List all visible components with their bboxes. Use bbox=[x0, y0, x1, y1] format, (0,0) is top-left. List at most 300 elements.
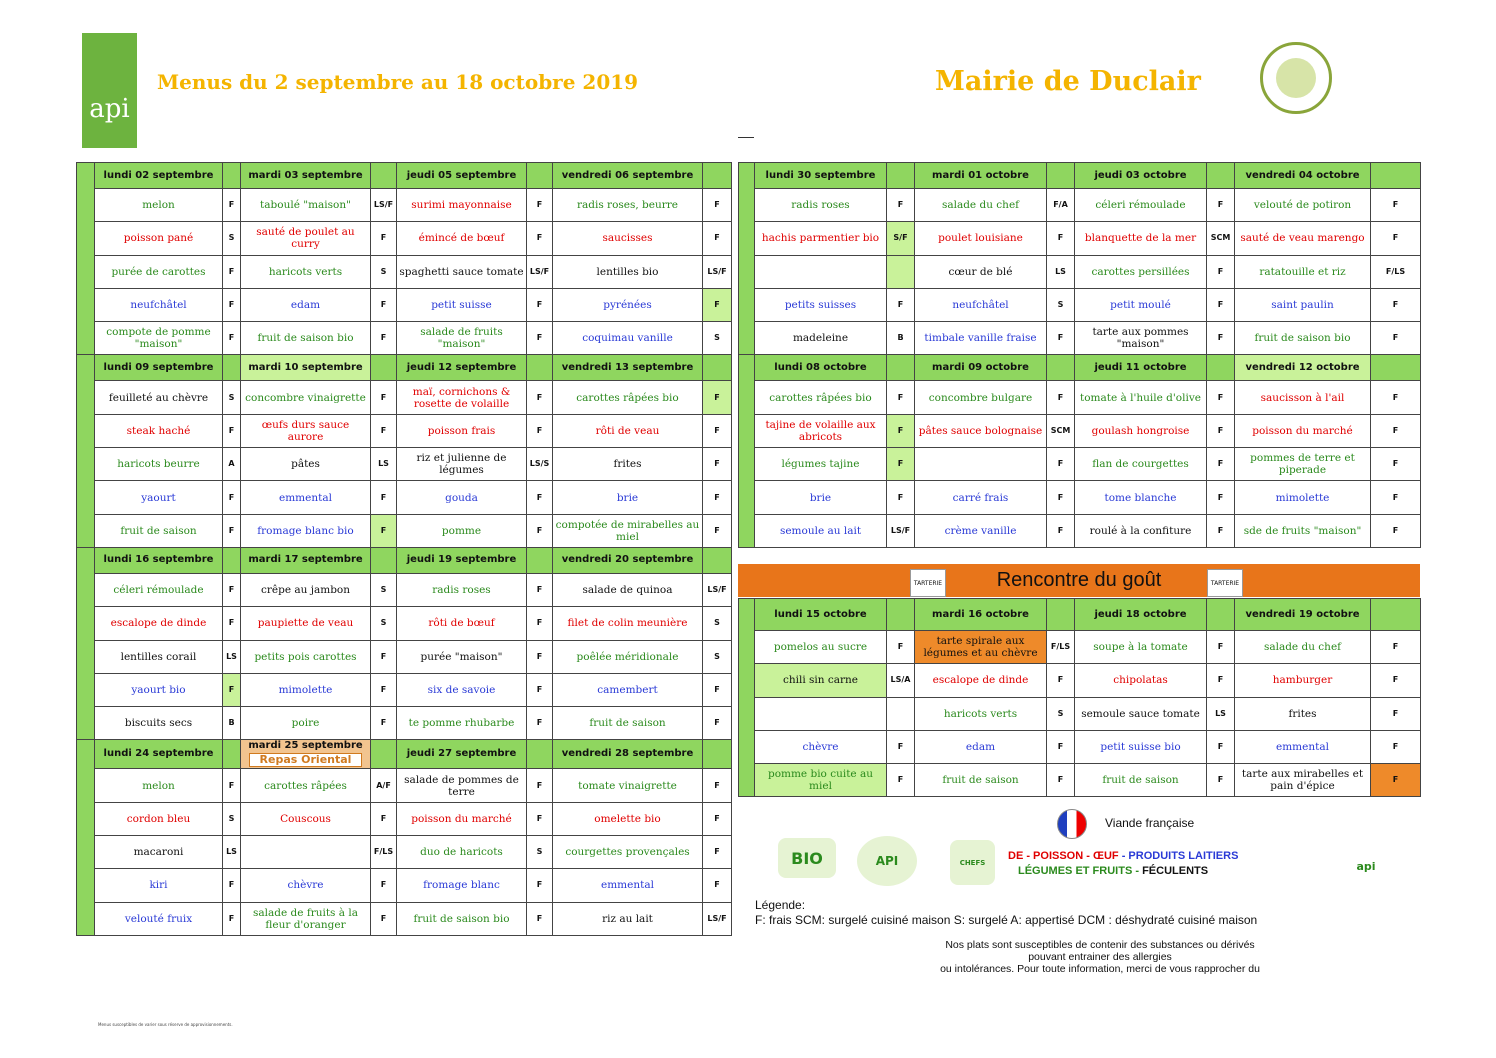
right-menu-table-top bbox=[738, 162, 1421, 548]
page-title: Menus du 2 septembre au 18 octobre 2019 bbox=[157, 70, 639, 94]
dish-code: F bbox=[371, 481, 397, 514]
dish-code: F bbox=[527, 869, 553, 902]
menu-row bbox=[77, 769, 732, 802]
dish-cell: salade de quinoa bbox=[553, 573, 703, 606]
dish-code: F bbox=[1207, 481, 1235, 514]
dish-cell: poire bbox=[241, 707, 371, 740]
dish-cell: carottes râpées bbox=[241, 769, 371, 802]
dish-code: F bbox=[223, 673, 241, 706]
dish-cell: tarte aux pommes "maison" bbox=[1075, 322, 1207, 355]
dish-code: F bbox=[887, 730, 915, 763]
dish-code: F bbox=[223, 902, 241, 935]
code-header bbox=[703, 547, 732, 573]
dish-code: F bbox=[1371, 514, 1421, 547]
dish-cell: fromage blanc bbox=[397, 869, 527, 902]
dish-cell: pâtes bbox=[241, 448, 371, 481]
mairie-title: Mairie de Duclair bbox=[935, 66, 1201, 97]
day-header: lundi 02 septembre bbox=[95, 163, 223, 189]
dish-code: F bbox=[223, 869, 241, 902]
legend-codes: F: frais SCM: surgelé cuisiné maison S: surgelé A: appertisé DCM : déshydraté cuisiné maison bbox=[755, 913, 1258, 927]
dish-code: F/A bbox=[1047, 189, 1075, 222]
dish-code: F bbox=[887, 288, 915, 321]
dish-code: F bbox=[527, 640, 553, 673]
dish-code: F bbox=[527, 189, 553, 222]
dish-cell: tarte spirale aux légumes et au chèvre bbox=[915, 631, 1047, 664]
dish-cell: camembert bbox=[553, 673, 703, 706]
menu-row bbox=[77, 673, 732, 706]
dish-cell: radis roses bbox=[397, 573, 527, 606]
dish-cell: compotée de mirabelles au miel bbox=[553, 514, 703, 547]
dish-code bbox=[887, 697, 915, 730]
dish-cell: œufs durs sauce aurore bbox=[241, 414, 371, 447]
dish-code: F bbox=[527, 381, 553, 414]
api-vegetarian-logo-icon: api bbox=[1335, 840, 1397, 892]
dish-code: S bbox=[223, 381, 241, 414]
dish-cell: roulé à la confiture bbox=[1075, 514, 1207, 547]
day-header: vendredi 19 octobre bbox=[1235, 599, 1371, 631]
menu-row bbox=[77, 707, 732, 740]
dish-code: F bbox=[1207, 189, 1235, 222]
dish-code: F bbox=[527, 322, 553, 355]
dish-code: F bbox=[527, 673, 553, 706]
dish-cell: chipolatas bbox=[1075, 664, 1207, 697]
day-header: mardi 16 octobre bbox=[915, 599, 1047, 631]
menu-row bbox=[739, 481, 1421, 514]
dish-code: F bbox=[527, 802, 553, 835]
week-side-band bbox=[77, 163, 95, 355]
dish-code: LS/F bbox=[703, 902, 732, 935]
dish-code: S bbox=[371, 255, 397, 288]
dish-cell: poisson du marché bbox=[397, 802, 527, 835]
dish-code: F bbox=[1207, 514, 1235, 547]
dish-cell: salade de pommes de terre bbox=[397, 769, 527, 802]
day-header: lundi 24 septembre bbox=[95, 740, 223, 769]
menu-row bbox=[739, 255, 1421, 288]
menu-row bbox=[739, 631, 1421, 664]
dish-cell: céleri rémoulade bbox=[1075, 189, 1207, 222]
dish-cell: radis roses bbox=[755, 189, 887, 222]
code-header bbox=[223, 547, 241, 573]
dish-code: F bbox=[371, 414, 397, 447]
dish-cell: tomate à l'huile d'olive bbox=[1075, 381, 1207, 414]
bio-logo-icon: BIO bbox=[778, 838, 836, 878]
dish-code: F bbox=[1207, 255, 1235, 288]
dish-cell: fruit de saison bio bbox=[241, 322, 371, 355]
legend-groups-1: DE - POISSON - ŒUF - PRODUITS LAITIERS bbox=[1008, 850, 1239, 862]
dish-code: SCM bbox=[1207, 222, 1235, 255]
dish-cell: goulash hongroise bbox=[1075, 414, 1207, 447]
dish-cell: fruit de saison bbox=[95, 514, 223, 547]
dish-code: F/LS bbox=[1371, 255, 1421, 288]
dish-cell: petits pois carottes bbox=[241, 640, 371, 673]
dish-code: F bbox=[1371, 414, 1421, 447]
dish-code: F bbox=[223, 481, 241, 514]
menu-row bbox=[77, 514, 732, 547]
menu-row bbox=[739, 322, 1421, 355]
dish-code: S bbox=[703, 607, 732, 640]
dish-code: F bbox=[527, 707, 553, 740]
dish-cell: chèvre bbox=[755, 730, 887, 763]
code-header bbox=[1047, 599, 1075, 631]
dish-cell: saint paulin bbox=[1235, 288, 1371, 321]
dish-code: F bbox=[703, 802, 732, 835]
dish-cell: macaroni bbox=[95, 836, 223, 869]
dish-code: LS/S bbox=[527, 448, 553, 481]
dish-code: F bbox=[1371, 664, 1421, 697]
dish-cell: riz et julienne de légumes bbox=[397, 448, 527, 481]
dish-cell: frites bbox=[553, 448, 703, 481]
dish-code: F bbox=[1047, 730, 1075, 763]
dish-code: F bbox=[887, 631, 915, 664]
dish-code: F bbox=[1047, 514, 1075, 547]
dish-code: F bbox=[371, 640, 397, 673]
dish-code: F bbox=[527, 573, 553, 606]
dish-code: LS bbox=[371, 448, 397, 481]
code-header bbox=[703, 355, 732, 381]
menu-row bbox=[739, 448, 1421, 481]
menu-row bbox=[739, 189, 1421, 222]
dish-cell: soupe à la tomate bbox=[1075, 631, 1207, 664]
dish-code: F bbox=[223, 322, 241, 355]
dish-cell: saucisses bbox=[553, 222, 703, 255]
dish-cell: blanquette de la mer bbox=[1075, 222, 1207, 255]
dish-cell: concombre bulgare bbox=[915, 381, 1047, 414]
dish-cell: cœur de blé bbox=[915, 255, 1047, 288]
dish-cell: neufchâtel bbox=[95, 288, 223, 321]
dish-cell: carottes râpées bio bbox=[755, 381, 887, 414]
dish-code: F bbox=[887, 764, 915, 797]
dish-cell: carottes râpées bio bbox=[553, 381, 703, 414]
dish-cell: emmental bbox=[1235, 730, 1371, 763]
dish-code: F bbox=[703, 222, 732, 255]
dish-code: F bbox=[1371, 631, 1421, 664]
tarterie-icon: TARTERIE bbox=[1207, 569, 1243, 597]
dish-code: F bbox=[703, 707, 732, 740]
day-header: jeudi 11 octobre bbox=[1075, 355, 1207, 381]
day-header: jeudi 03 octobre bbox=[1075, 163, 1207, 189]
menu-row bbox=[77, 836, 732, 869]
menu-row bbox=[77, 322, 732, 355]
dish-code: F bbox=[1371, 481, 1421, 514]
day-header: vendredi 20 septembre bbox=[553, 547, 703, 573]
dish-code: F bbox=[1207, 448, 1235, 481]
code-header bbox=[1047, 163, 1075, 189]
dish-cell: petit suisse bio bbox=[1075, 730, 1207, 763]
dish-cell: lentilles corail bbox=[95, 640, 223, 673]
week-side-band bbox=[77, 547, 95, 739]
dish-code: F bbox=[371, 222, 397, 255]
dish-code: F bbox=[1371, 189, 1421, 222]
dish-code: LS/A bbox=[887, 664, 915, 697]
day-header: lundi 09 septembre bbox=[95, 355, 223, 381]
dish-code: F bbox=[887, 381, 915, 414]
code-header bbox=[703, 740, 732, 769]
day-header: jeudi 05 septembre bbox=[397, 163, 527, 189]
dish-code: F bbox=[1371, 288, 1421, 321]
menu-row bbox=[77, 381, 732, 414]
dish-code: S/F bbox=[887, 222, 915, 255]
dish-cell: tajine de volaille aux abricots bbox=[755, 414, 887, 447]
menu-row bbox=[739, 222, 1421, 255]
dish-code: F bbox=[703, 288, 732, 321]
dish-code: S bbox=[527, 836, 553, 869]
menu-row bbox=[739, 514, 1421, 547]
dish-code: LS/F bbox=[371, 189, 397, 222]
dish-code: F bbox=[371, 381, 397, 414]
dish-code: F bbox=[1371, 322, 1421, 355]
dish-cell: fruit de saison bio bbox=[1235, 322, 1371, 355]
dish-code: F bbox=[527, 222, 553, 255]
dish-code: LS/F bbox=[887, 514, 915, 547]
dish-cell: pomme bbox=[397, 514, 527, 547]
dish-cell: escalope de dinde bbox=[915, 664, 1047, 697]
dish-cell: crêpe au jambon bbox=[241, 573, 371, 606]
dish-cell: concombre vinaigrette bbox=[241, 381, 371, 414]
code-header bbox=[371, 355, 397, 381]
dish-cell: émincé de bœuf bbox=[397, 222, 527, 255]
code-header bbox=[223, 355, 241, 381]
dish-cell: fruit de saison bbox=[915, 764, 1047, 797]
dish-cell: fruit de saison bbox=[1075, 764, 1207, 797]
dish-code: F bbox=[371, 707, 397, 740]
menu-row bbox=[77, 573, 732, 606]
dish-cell: fruit de saison bbox=[553, 707, 703, 740]
dish-code: F bbox=[1207, 381, 1235, 414]
code-header bbox=[527, 547, 553, 573]
dish-code: F bbox=[371, 322, 397, 355]
dish-code: F bbox=[371, 902, 397, 935]
dish-cell: velouté fruix bbox=[95, 902, 223, 935]
dish-cell bbox=[755, 697, 887, 730]
dish-cell: frites bbox=[1235, 697, 1371, 730]
dish-cell: tome blanche bbox=[1075, 481, 1207, 514]
week-side-band bbox=[739, 355, 755, 547]
day-header: jeudi 18 octobre bbox=[1075, 599, 1207, 631]
dish-code: F bbox=[887, 189, 915, 222]
dish-cell: filet de colin meunière bbox=[553, 607, 703, 640]
dish-code: F bbox=[223, 288, 241, 321]
legend-title: Légende: bbox=[755, 898, 806, 912]
dish-code: F bbox=[1047, 448, 1075, 481]
dish-cell: cordon bleu bbox=[95, 802, 223, 835]
code-header bbox=[1371, 355, 1421, 381]
divider bbox=[738, 137, 754, 138]
code-header bbox=[1047, 355, 1075, 381]
dish-code: S bbox=[223, 222, 241, 255]
dish-code: F bbox=[1371, 222, 1421, 255]
dish-code: F bbox=[1207, 322, 1235, 355]
dish-cell: poisson frais bbox=[397, 414, 527, 447]
dish-code: F bbox=[1207, 730, 1235, 763]
menu-row bbox=[77, 802, 732, 835]
dish-cell: haricots beurre bbox=[95, 448, 223, 481]
dish-cell: ratatouille et riz bbox=[1235, 255, 1371, 288]
tarterie-icon: TARTERIE bbox=[910, 569, 946, 597]
dish-cell: riz au lait bbox=[553, 902, 703, 935]
dish-code: F bbox=[703, 769, 732, 802]
dish-cell: pyrénées bbox=[553, 288, 703, 321]
dish-cell: radis roses, beurre bbox=[553, 189, 703, 222]
menu-row bbox=[739, 664, 1421, 697]
dish-code: F bbox=[527, 514, 553, 547]
dish-code: S bbox=[703, 322, 732, 355]
legend-groups-2: LÉGUMES ET FRUITS - FÉCULENTS bbox=[1018, 865, 1209, 877]
dish-cell bbox=[241, 836, 371, 869]
dish-code: F bbox=[703, 514, 732, 547]
menu-row bbox=[739, 764, 1421, 797]
dish-cell: sauté de veau marengo bbox=[1235, 222, 1371, 255]
menu-row bbox=[77, 640, 732, 673]
dish-code: F bbox=[1207, 631, 1235, 664]
menu-row bbox=[77, 288, 732, 321]
dish-cell bbox=[755, 255, 887, 288]
dish-code: F bbox=[1047, 322, 1075, 355]
day-header: vendredi 04 octobre bbox=[1235, 163, 1371, 189]
dish-code: F bbox=[371, 802, 397, 835]
dish-cell: edam bbox=[241, 288, 371, 321]
dish-cell: poulet louisiane bbox=[915, 222, 1047, 255]
dish-cell: tomate vinaigrette bbox=[553, 769, 703, 802]
dish-cell: yaourt bio bbox=[95, 673, 223, 706]
dish-cell: saucisson à l'ail bbox=[1235, 381, 1371, 414]
day-header: jeudi 12 septembre bbox=[397, 355, 527, 381]
dish-cell: salade de fruits "maison" bbox=[397, 322, 527, 355]
dish-cell: crème vanille bbox=[915, 514, 1047, 547]
dish-cell: sauté de poulet au curry bbox=[241, 222, 371, 255]
dish-code: F bbox=[703, 481, 732, 514]
dish-code: F bbox=[371, 514, 397, 547]
dish-code: F bbox=[703, 869, 732, 902]
dish-code: LS bbox=[1047, 255, 1075, 288]
dish-cell: salade du chef bbox=[1235, 631, 1371, 664]
menu-row bbox=[739, 730, 1421, 763]
dish-cell: edam bbox=[915, 730, 1047, 763]
dish-code: LS bbox=[223, 836, 241, 869]
dish-code: F bbox=[887, 481, 915, 514]
dish-code: S bbox=[371, 607, 397, 640]
dish-code: F bbox=[1047, 664, 1075, 697]
day-header: mardi 17 septembre bbox=[241, 547, 371, 573]
dish-cell: emmental bbox=[241, 481, 371, 514]
dish-cell: salade du chef bbox=[915, 189, 1047, 222]
dish-code: S bbox=[1047, 697, 1075, 730]
dish-cell: Couscous bbox=[241, 802, 371, 835]
day-header: vendredi 12 octobre bbox=[1235, 355, 1371, 381]
dish-cell: pomme bio cuite au miel bbox=[755, 764, 887, 797]
menu-row bbox=[77, 255, 732, 288]
menu-row bbox=[77, 414, 732, 447]
dish-cell: semoule au lait bbox=[755, 514, 887, 547]
dish-code: F bbox=[1047, 481, 1075, 514]
dish-code: F bbox=[1371, 697, 1421, 730]
dish-code bbox=[887, 255, 915, 288]
dish-code: B bbox=[223, 707, 241, 740]
api-logo: api bbox=[82, 33, 137, 148]
cuisine-chefs-logo-icon: CHEFS bbox=[950, 840, 995, 885]
repas-oriental-label: Repas Oriental bbox=[249, 753, 362, 767]
dish-code: F/LS bbox=[371, 836, 397, 869]
dish-code: F bbox=[703, 448, 732, 481]
dish-cell: spaghetti sauce tomate bbox=[397, 255, 527, 288]
week-side-band bbox=[77, 740, 95, 935]
dish-cell: rôti de bœuf bbox=[397, 607, 527, 640]
dish-cell: kiri bbox=[95, 869, 223, 902]
dish-code: F bbox=[223, 607, 241, 640]
day-header: mardi 03 septembre bbox=[241, 163, 371, 189]
dish-cell: poisson pané bbox=[95, 222, 223, 255]
code-header bbox=[527, 355, 553, 381]
day-header: lundi 08 octobre bbox=[755, 355, 887, 381]
dish-cell: pomelos au sucre bbox=[755, 631, 887, 664]
dish-cell: surimi mayonnaise bbox=[397, 189, 527, 222]
dish-cell: hachis parmentier bio bbox=[755, 222, 887, 255]
dish-code: F bbox=[1207, 414, 1235, 447]
dish-cell: duo de haricots bbox=[397, 836, 527, 869]
dish-cell: brie bbox=[553, 481, 703, 514]
dish-code: F bbox=[223, 769, 241, 802]
dish-cell: six de savoie bbox=[397, 673, 527, 706]
dish-cell: haricots verts bbox=[915, 697, 1047, 730]
dish-cell: céleri rémoulade bbox=[95, 573, 223, 606]
code-header bbox=[527, 740, 553, 769]
rencontre-label: Rencontre du goût bbox=[996, 569, 1162, 591]
menu-row bbox=[739, 288, 1421, 321]
code-header bbox=[887, 163, 915, 189]
menu-row bbox=[77, 869, 732, 902]
dish-code: F bbox=[1371, 730, 1421, 763]
dish-cell: fruit de saison bio bbox=[397, 902, 527, 935]
dish-cell: mimolette bbox=[241, 673, 371, 706]
dish-cell: chèvre bbox=[241, 869, 371, 902]
dish-code: F bbox=[527, 414, 553, 447]
dish-code: F bbox=[703, 836, 732, 869]
dish-cell: neufchâtel bbox=[915, 288, 1047, 321]
code-header bbox=[703, 163, 732, 189]
dish-cell: escalope de dinde bbox=[95, 607, 223, 640]
dish-cell: melon bbox=[95, 189, 223, 222]
dish-cell: mimolette bbox=[1235, 481, 1371, 514]
dish-code: F bbox=[1371, 764, 1421, 797]
dish-code: F bbox=[1047, 381, 1075, 414]
day-header: vendredi 13 septembre bbox=[553, 355, 703, 381]
dish-code: F bbox=[703, 414, 732, 447]
left-menu-table bbox=[76, 162, 732, 936]
dish-code: LS/F bbox=[703, 255, 732, 288]
dish-cell: carottes persillées bbox=[1075, 255, 1207, 288]
dish-cell: hamburger bbox=[1235, 664, 1371, 697]
dish-code: SCM bbox=[1047, 414, 1075, 447]
french-flag-icon bbox=[1057, 809, 1087, 839]
dish-cell: petit suisse bbox=[397, 288, 527, 321]
dish-cell: timbale vanille fraise bbox=[915, 322, 1047, 355]
dish-cell: légumes tajine bbox=[755, 448, 887, 481]
dish-code: F bbox=[1047, 222, 1075, 255]
week-side-band bbox=[739, 599, 755, 797]
menu-row bbox=[77, 189, 732, 222]
dish-code: F bbox=[887, 414, 915, 447]
dish-cell: flan de courgettes bbox=[1075, 448, 1207, 481]
dish-code: LS bbox=[1207, 697, 1235, 730]
dish-cell: emmental bbox=[553, 869, 703, 902]
allergy-notice: Nos plats sont susceptibles de contenir des substances ou dérivés pouvant entrainer des allergies ou intolérances. Pour toute information, merci de vous rapprocher du bbox=[940, 939, 1260, 975]
dish-code: F bbox=[223, 255, 241, 288]
menu-row bbox=[77, 607, 732, 640]
dish-code: F bbox=[527, 288, 553, 321]
legend-viande: Viande française bbox=[1105, 816, 1195, 830]
dish-cell: salade de fruits à la fleur d'oranger bbox=[241, 902, 371, 935]
dish-code: F bbox=[1371, 448, 1421, 481]
dish-code: F bbox=[703, 381, 732, 414]
